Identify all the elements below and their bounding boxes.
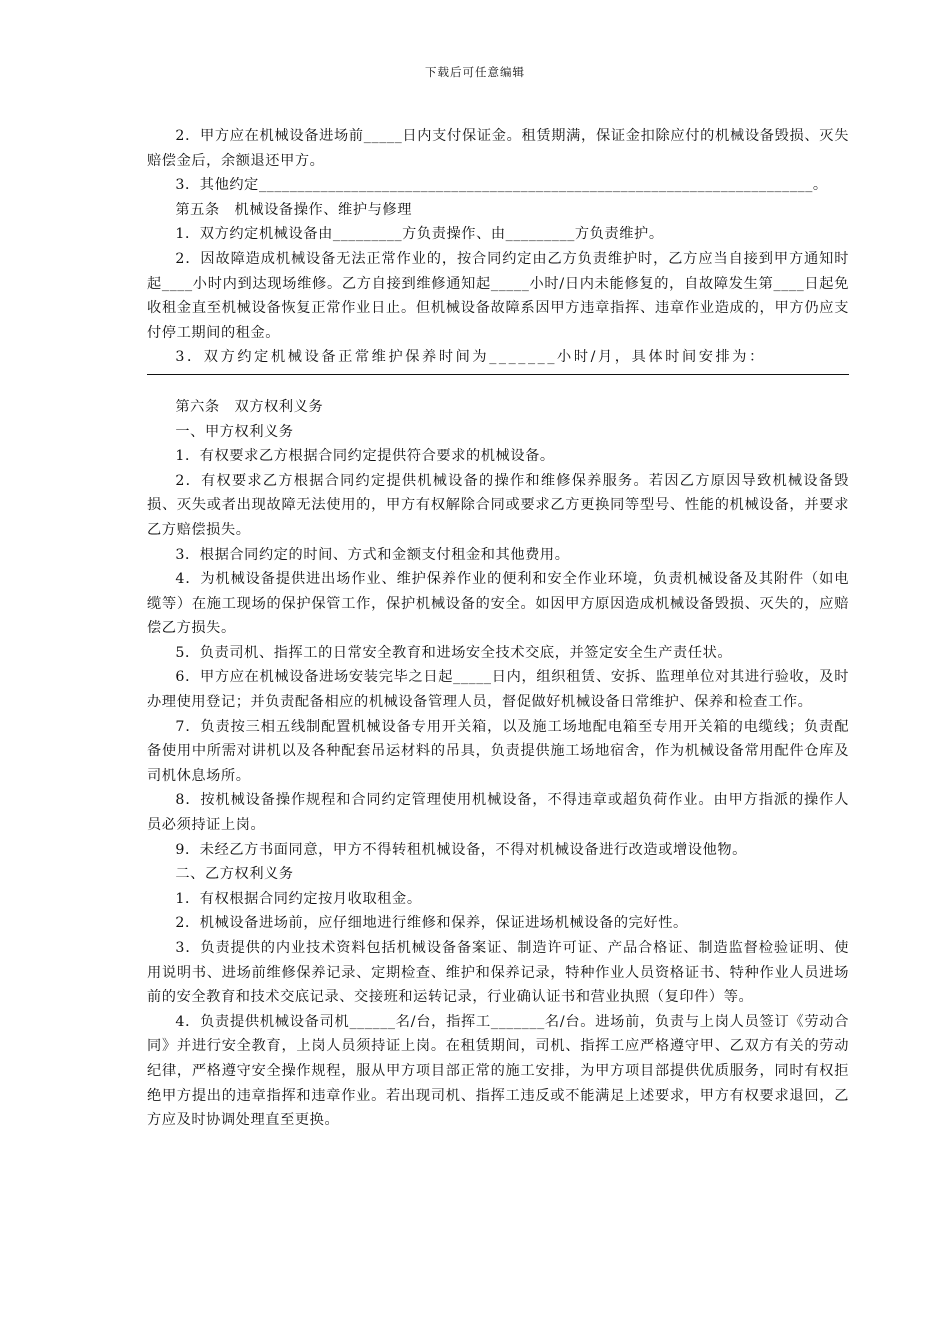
article-5-heading: 第五条 机械设备操作、维护与修理	[175, 201, 412, 218]
party-a-item-1: 1．有权要求乙方根据合同约定提供符合要求的机械设备。	[175, 448, 555, 465]
spacer	[147, 375, 849, 395]
party-b-item-2: 2．机械设备进场前，应仔细地进行维修和保养，保证进场机械设备的完好性。	[175, 915, 688, 932]
party-a-item-6: 6．甲方应在机械设备进场安装完毕之日起_____日内，组织租赁、安拆、监理单位对其进行验收，及时办理使用登记；并负责配备相应的机械设备管理人员，督促做好机械设备日常维护、保养和检查工作。	[147, 669, 849, 711]
section-party-b-heading: 二、乙方权利义务	[175, 866, 294, 883]
party-a-item-3: 3．根据合同约定的时间、方式和金额支付租金和其他费用。	[175, 546, 570, 563]
paragraph-maintenance-time: 3．双方约定机械设备正常维护保养时间为_______小时/月，具体时间安排为：	[175, 349, 766, 366]
paragraph-other-terms: 3．其他约定________________________________________________________________________。	[175, 177, 828, 194]
section-party-a-heading: 一、甲方权利义务	[175, 423, 294, 440]
party-a-item-7: 7．负责按三相五线制配置机械设备专用开关箱，以及施工场地配电箱至专用开关箱的电缆线；负责配备使用中所需对讲机以及各种配套吊运材料的吊具，负责提供施工场地宿舍，作为机械设备常用配件仓库及司机休息场所。	[147, 718, 849, 784]
party-b-item-3: 3．负责提供的内业技术资料包括机械设备备案证、制造许可证、产品合格证、制造监督检验证明、使用说明书、进场前维修保养记录、定期检查、维护和保养记录，特种作业人员资格证书、特种作业人员进场前的安全教育和技术交底记录、交接班和运转记录，行业确认证书和营业执照（复印件）等。	[147, 940, 849, 1006]
party-a-item-4: 4．为机械设备提供进出场作业、维护保养作业的便利和安全作业环境，负责机械设备及其附件（如电缆等）在施工现场的保护保管工作，保护机械设备的安全。如因甲方原因造成机械设备毁损、灭失的，应赔偿乙方损失。	[147, 571, 849, 637]
document-body	[147, 124, 849, 1133]
party-b-item-4: 4．负责提供机械设备司机______名/台，指挥工_______名/台。进场前，负责与上岗人员签订《劳动合同》并进行安全教育，上岗人员须持证上岗。在租赁期间，司机、指挥工应严格遵守甲、乙双方有关的劳动纪律，严格遵守安全操作规程，服从甲方项目部正常的施工安排，为甲方项目部提供优质服务，同时有权拒绝甲方提出的违章指挥和违章作业。若出现司机、指挥工违反或不能满足上述要求，甲方有权要求退回，乙方应及时协调处理直至更换。	[147, 1013, 849, 1129]
paragraph-deposit: 2．甲方应在机械设备进场前_____日内支付保证金。租赁期满，保证金扣除应付的机械设备毁损、灭失赔偿金后，余额退还甲方。	[147, 128, 849, 169]
party-a-item-8: 8．按机械设备操作规程和合同约定管理使用机械设备，不得违章或超负荷作业。由甲方指派的操作人员必须持证上岗。	[147, 792, 849, 834]
paragraph-repair: 2．因故障造成机械设备无法正常作业的，按合同约定由乙方负责维护时，乙方应当自接到甲方通知时起____小时内到达现场维修。乙方自接到维修通知起_____小时/日内未能修复的，自故障发生第____日起免收租金直至机械设备恢复正常作业日止。但机械设备故障系因甲方违章指挥、违章作业造成的，甲方仍应支付停工期间的租金。	[147, 250, 849, 341]
party-a-item-2: 2．有权要求乙方根据合同约定提供机械设备的操作和维修保养服务。若因乙方原因导致机械设备毁损、灭失或者出现故障无法使用的，甲方有权解除合同或要求乙方更换同等型号、性能的机械设备，并要求乙方赔偿损失。	[147, 472, 849, 538]
paragraph-operation: 1．双方约定机械设备由_________方负责操作、由_________方负责维护。	[175, 226, 664, 243]
article-6-heading: 第六条 双方权利义务	[175, 398, 324, 415]
party-b-item-1: 1．有权根据合同约定按月收取租金。	[175, 890, 422, 907]
party-a-item-5: 5．负责司机、指挥工的日常安全教育和进场安全技术交底，并签定安全生产责任状。	[175, 644, 733, 661]
page-header: 下载后可任意编辑	[425, 65, 525, 79]
party-a-item-9: 9．未经乙方书面同意，甲方不得转租机械设备，不得对机械设备进行改造或增设他物。	[175, 841, 747, 858]
